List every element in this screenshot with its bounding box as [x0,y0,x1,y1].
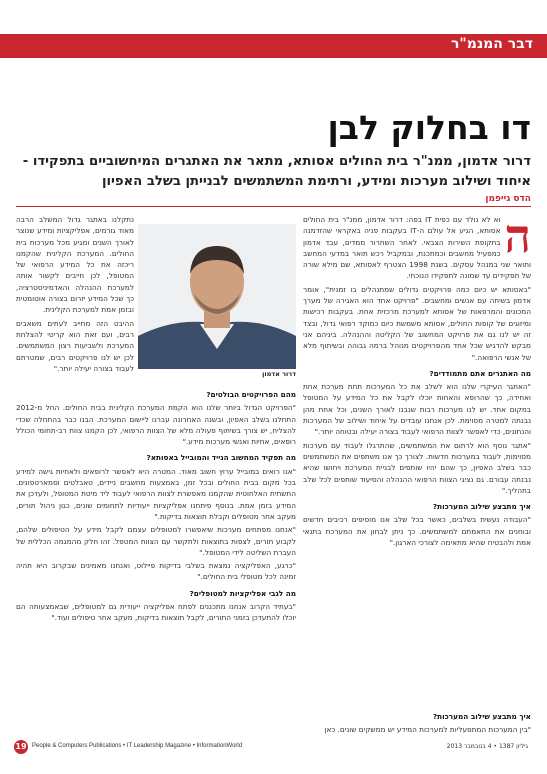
page-footer [14,740,534,754]
paragraph: "העבודה נעשית בשלבים, כאשר בכל שלב אנו מוסיפים רכיבים חדשים ובוחנים את התאמתם למשתמשים. כך ניתן לבחון את המערכת בתנאי אמת ולהבטיח שהיא מתאימה לצורכי הארגון." [303,515,531,548]
paragraph: נתקלנו באתגר גדול המשלב הרבה מאוד גורמים, אפליקציות ומידע שנוצר לאורך השנים ומגיע מכל מערכות בית החולים. המערכת הקלינית שהקמנו ריכזה את כל המידע הרפואי של המטופל, לכן חייבים לקשור אותה למערכת ההנהלה והאדמיניסטרציה, כך שכל המידע יזרום בצורה אוטומטית ובזמן אמת למערכת הקלינית. [16,215,134,315]
dropcap: ה [504,214,531,263]
paragraph: "אתגר נוסף הוא לרתום את המשתמשים, שהתרגלו לעבוד עם מערכות מסוימות, לעבוד במערכות חדשות. לצורך כך אנו משתפים את המשתמשים כבר בשלב האפיון, כך שהם יהיו שותפים לבניית המערכת ויחושו שהיא נבנתה עבורם. גם נציגי הצוות הרפואי ההנהלה והסיעוד שותפים לכל שלב בתהליך." [303,440,531,495]
paragraph: "בעתיד הקרוב אנחנו מתכננים לפתח אפליקציה ייעודית גם למטופלים, שבאמצעותה הם יוכלו להתעדכן בזמני התורים, לקבל תוצאות בדיקות, מעקב אחר טיפולים ועוד." [16,602,296,623]
author-photo [138,224,296,369]
paragraph: וא לא נולד עם כפית IT בפה: דרור אדמון, ממנ"ר בית החולים אסותא, הגיע אל עולם ה-IT בעקבות פניה באקראי שהזדמנה בתקופת השירות הצבאי. לאחר השחרור ממדים, עבד אדמון כמפעיל מחשבים וכמתכנת, ובמקביל רכש תואר במדעי המחשב ותואר שני במנהל עסקים. בשנת 1998 הצטרף לאסותא, שם מילא שורה של תפקידים עד שמונה לתפקידו הנוכחי. [303,215,531,281]
article-right-column [303,214,531,736]
article-main-column [16,384,296,706]
paragraph: ההיבט הזה מחייב לעתים משאבים רבים, ועם זאת הוא קריטי להצלחת המערכת ולשביעות רצון המשתמשים. לכן יש לנו פרויקטים רבים, שמטרתם לעבוד בצורה יעילה יותר." [16,318,134,373]
article-bottom-column [303,706,531,736]
question-heading: איך מתבצע שילוב המערכות? [432,712,531,721]
paragraph: "אנחנו מפתחים מערכות שיאפשרו למטופלים עצמם לקבל מידע על הטיפולים שלהם, לקבוע תורים, לצפות בתוצאות ולתקשר עם הצוות המטפל. זהו חלק מהמגמה הכללית של העברת השליטה לידי המטופל." [16,525,296,557]
page-number: 19 [14,740,28,754]
article-headline: דו בחלוק לבן [327,108,531,147]
section-title: דבר המנמ"ר [450,36,533,52]
article-left-column [16,214,134,379]
paragraph: "באסותא יש כיום כמה פרויקטים גדולים שמתנהלים בו זמנית", אומר אדמון בשיחה עם אנשים ומחשבים. "פרויקט אחד הוא האגירה של מערך המכונים והמרפאות של אסותא למערכת מרכזית אחת. בעקבות רכישות ומיזוגים של קופות החולים, אסותא משמשת כיום כמוקד רפואי גדול, ובצד זה יש לנו גם את פרויקט המחשוב של הקליטה וההנהלה. ביניהם אני מבקש להדגיש שכל אחד מהפרויקטים מנוהל ברמה גבוהה ובשיתוף מלא של אנשי הרפואה." [303,284,531,362]
paragraph: "בין המערכות המתפעליות למערכות המידע יש ממשקים שונים. כאן [324,725,531,735]
photo-caption: דרור אדמון [262,370,296,378]
byline-divider [16,206,531,207]
paragraph: "כרגע, האפליקציה נמצאת בשלבי בדיקות פיילוט, ואנחנו מאמינים שבקרוב היא תהיה זמינה לכל מטופלי בית החולים." [16,561,296,582]
question-heading: מה לגבי אפליקציות למטופלים? [189,588,296,598]
byline: הדס גייפמן [485,194,531,204]
article-subhead: דרור אדמון, ממנ"ר בית החולים אסותא, מתאר את האתגרים המיחשוביים בתפקידו - איחוד ושילוב מערכות ומידע, ורתימת המשתמשים לבנייתן בשלב האפיון [22,154,531,189]
paragraph: "הפרויקט הגדול ביותר שלנו הוא הקמת המערכת הקלינית בבית החולים. החל מ-2012 התחלנו בשלב האפיון, ובשנה האחרונה עברנו ליישום המערכת. הבנו כבר בהתחלה שכדי להצליח, יש צורך בשיתוף פעולה מלא של הצוות הרפואי, לכן הקמנו צוות רב-תחומי הכולל רופאים, אחיות ואנשי מערכות מידע." [16,403,296,447]
footer-publication: People & Computers Publications • IT Leadership Magazine • InformationWorld [32,743,243,749]
footer-issue: גיליון 1387 • 4 בנובמבר 2013 [446,743,528,750]
question-heading: איך מתבצע שילוב המערכות? [432,502,531,512]
top-strip [0,0,547,6]
paragraph: "אנו רואים במובייל ערוץ חשוב מאוד. המטרה היא לאפשר לרופאים ולאחיות גישה למידע בכל מקום בבית החולים ובכל זמן, באמצעות מחשבים ניידים, טאבלטים וסמארטפונים. התשתית האלחוטית שהקמנו מאפשרת לצוות הרפואי לעבוד ליד מיטת המטופל, ולעדכן את המידע בזמן אמת. בנוסף פיתחנו אפליקציות ייעודיות לתחומים שונים, כגון ניהול תורים, מעקב אחר מטופלים וקבלת תוצאות בדיקות." [16,466,296,521]
question-heading: מה האתגרים אתם מתמודדים? [429,368,531,378]
paragraph: "האתגר העיקרי שלנו הוא לשלב את כל המערכות תחת מערכת אחת ואחידה, כך שהרופא והאחות יוכלו לקבל את כל המידע על המטופל במקום אחד. יש לנו מערכות רבות שנבנו לאורך השנים, וכל אחת מהן נבנתה למטרה מסוימת. לכן אנחנו עובדים על איחוד ושילוב של המערכות והנתונים, כדי לאפשר לצוות הרפואי לעבוד בצורה יעילה ובטוחה יותר." [303,382,531,437]
portrait-image [138,224,296,369]
question-heading: מהם הפרויקטים הבולטים? [206,390,296,399]
question-heading: מה תפקיד המחשוב הנייד והמובייל באסותא? [146,453,296,463]
